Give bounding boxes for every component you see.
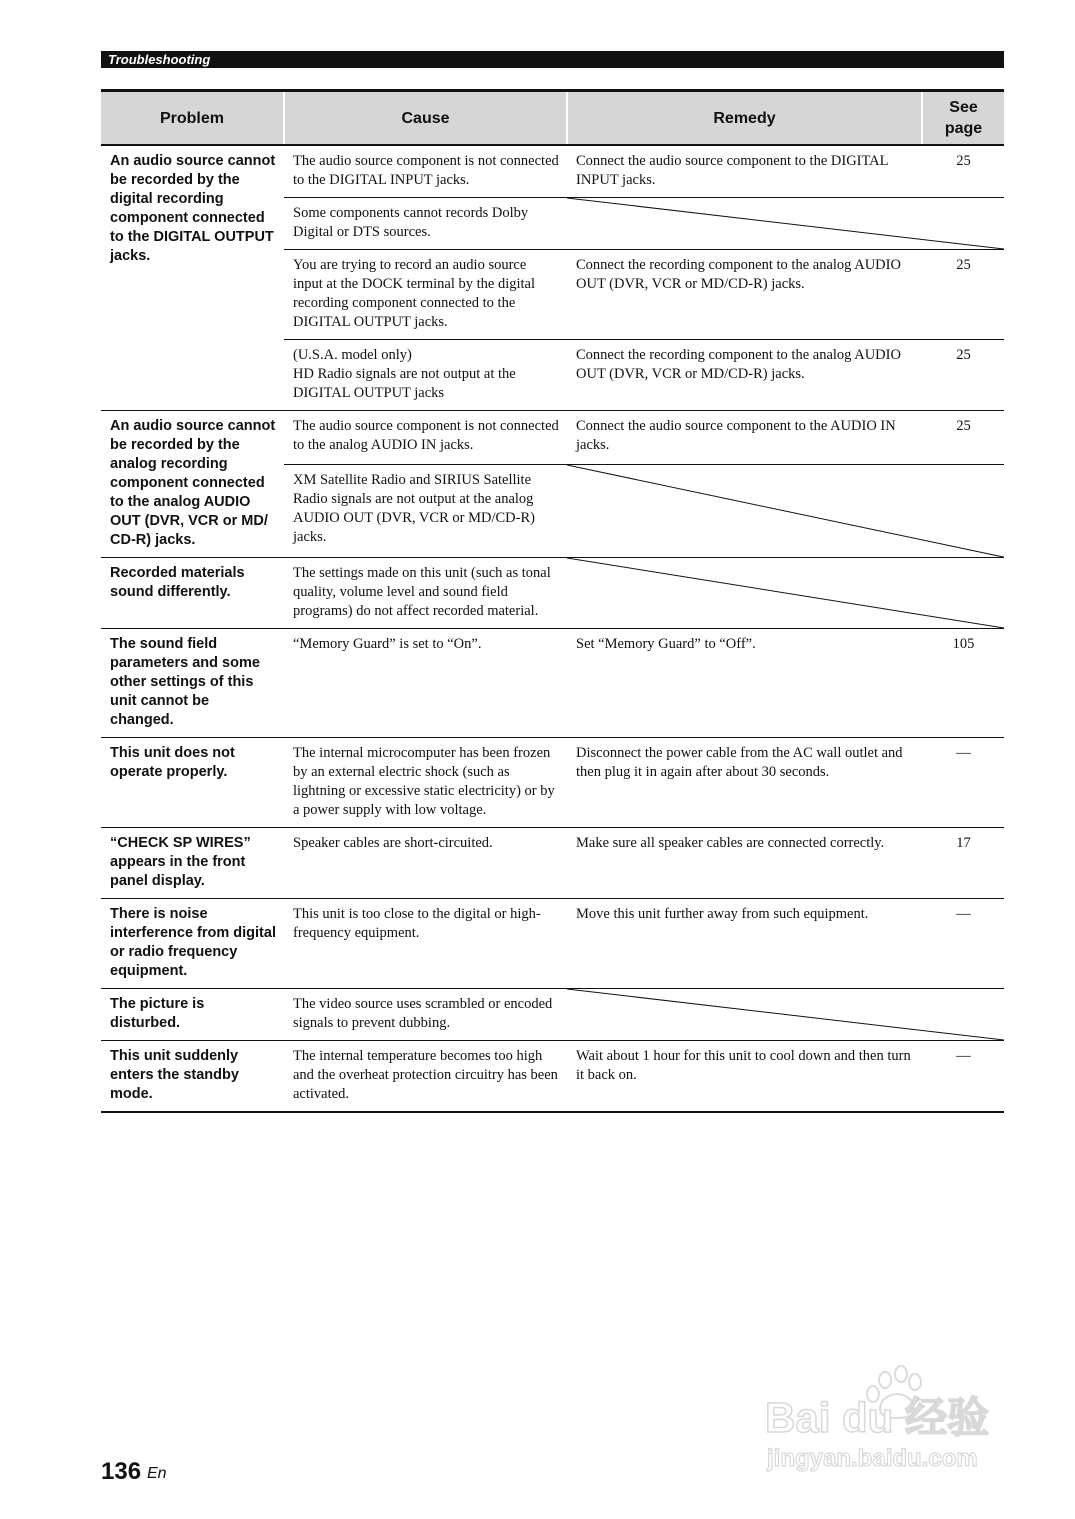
cause-cell: The settings made on this unit (such as tonal quality, volume level and sound field programs) do not affect recorded material. <box>284 558 567 629</box>
cause-cell: The audio source component is not connected to the DIGITAL INPUT jacks. <box>284 145 567 198</box>
problem-cell: Recorded materials sound differently. <box>101 558 284 629</box>
baidu-watermark-logo <box>765 1360 1010 1480</box>
cause-cell: The internal microcomputer has been frozen by an external electric shock (such as lightning or excessive static electricity) or by a power supply with low voltage. <box>284 738 567 828</box>
not-applicable-slash-cell <box>567 198 1004 250</box>
remedy-cell: Disconnect the power cable from the AC wall outlet and then plug it in again after about 30 seconds. <box>567 738 922 828</box>
watermark-brand: Bai du 经验 <box>765 1394 990 1441</box>
problem-cell: The picture is disturbed. <box>101 989 284 1041</box>
remedy-cell: Connect the audio source component to the DIGITAL INPUT jacks. <box>567 145 922 198</box>
column-header-see-page: See page <box>922 91 1004 146</box>
column-header-remedy: Remedy <box>567 91 922 146</box>
column-header-cause: Cause <box>284 91 567 146</box>
cause-cell: Some components cannot records Dolby Digital or DTS sources. <box>284 198 567 250</box>
not-applicable-slash-cell <box>567 464 1004 557</box>
column-header-problem: Problem <box>101 91 284 146</box>
table-row <box>101 1041 1004 1113</box>
table-row <box>101 629 1004 738</box>
cause-cell: The video source uses scrambled or encoded signals to prevent dubbing. <box>284 989 567 1041</box>
table-row <box>101 411 1004 465</box>
problem-cell: An audio source cannot be recorded by the digital recording component connected to the DIGITAL OUTPUT jacks. <box>101 145 284 411</box>
page-ref-cell: 105 <box>922 629 1004 738</box>
page-ref-cell: — <box>922 1041 1004 1113</box>
remedy-cell: Connect the audio source component to the AUDIO IN jacks. <box>567 411 922 465</box>
page-ref-cell: — <box>922 899 1004 989</box>
problem-cell: The sound field parameters and some other settings of this unit cannot be changed. <box>101 629 284 738</box>
section-header-bar <box>101 51 1004 68</box>
remedy-cell: Move this unit further away from such equipment. <box>567 899 922 989</box>
problem-cell: There is noise interference from digital or radio frequency equipment. <box>101 899 284 989</box>
page-number: 136 <box>101 1458 142 1485</box>
not-applicable-slash-cell <box>567 989 1004 1041</box>
page-ref-cell: 25 <box>922 411 1004 465</box>
section-title: Troubleshooting <box>108 52 211 67</box>
problem-cell: An audio source cannot be recorded by the analog recording component connected to the analog AUDIO OUT (DVR, VCR or MD/ CD-R) jacks. <box>101 411 284 558</box>
cause-cell: (U.S.A. model only) HD Radio signals are not output at the DIGITAL OUTPUT jacks <box>284 340 567 411</box>
table-row <box>101 828 1004 899</box>
cause-cell: Speaker cables are short-circuited. <box>284 828 567 899</box>
cause-cell: The internal temperature becomes too high and the overheat protection circuitry has been activated. <box>284 1041 567 1113</box>
table-row <box>101 145 1004 198</box>
table-row <box>101 899 1004 989</box>
page-ref-cell: — <box>922 738 1004 828</box>
not-applicable-slash-cell <box>567 558 1004 629</box>
cause-cell: You are trying to record an audio source input at the DOCK terminal by the digital recording component connected to the DIGITAL OUTPUT jacks. <box>284 250 567 340</box>
problem-cell: This unit does not operate properly. <box>101 738 284 828</box>
page-ref-cell: 25 <box>922 250 1004 340</box>
cause-cell: XM Satellite Radio and SIRIUS Satellite Radio signals are not output at the analog AUDIO OUT (DVR, VCR or MD/CD-R) jacks. <box>284 464 567 557</box>
page-ref-cell: 17 <box>922 828 1004 899</box>
table-row <box>101 738 1004 828</box>
problem-cell: This unit suddenly enters the standby mode. <box>101 1041 284 1113</box>
page-language: En <box>147 1465 167 1482</box>
remedy-cell: Set “Memory Guard” to “Off”. <box>567 629 922 738</box>
table-row <box>101 989 1004 1041</box>
remedy-cell: Wait about 1 hour for this unit to cool down and then turn it back on. <box>567 1041 922 1113</box>
table-row <box>101 558 1004 629</box>
remedy-cell: Connect the recording component to the analog AUDIO OUT (DVR, VCR or MD/CD-R) jacks. <box>567 250 922 340</box>
table-header-row <box>101 91 1004 146</box>
cause-cell: The audio source component is not connected to the analog AUDIO IN jacks. <box>284 411 567 465</box>
page-ref-cell: 25 <box>922 145 1004 198</box>
cause-cell: “Memory Guard” is set to “On”. <box>284 629 567 738</box>
problem-cell: “CHECK SP WIRES” appears in the front panel display. <box>101 828 284 899</box>
remedy-cell: Connect the recording component to the analog AUDIO OUT (DVR, VCR or MD/CD-R) jacks. <box>567 340 922 411</box>
cause-cell: This unit is too close to the digital or high-frequency equipment. <box>284 899 567 989</box>
watermark-url: jingyan.baidu.com <box>767 1445 978 1472</box>
remedy-cell: Make sure all speaker cables are connected correctly. <box>567 828 922 899</box>
troubleshooting-table <box>101 89 1004 1113</box>
page-ref-cell: 25 <box>922 340 1004 411</box>
